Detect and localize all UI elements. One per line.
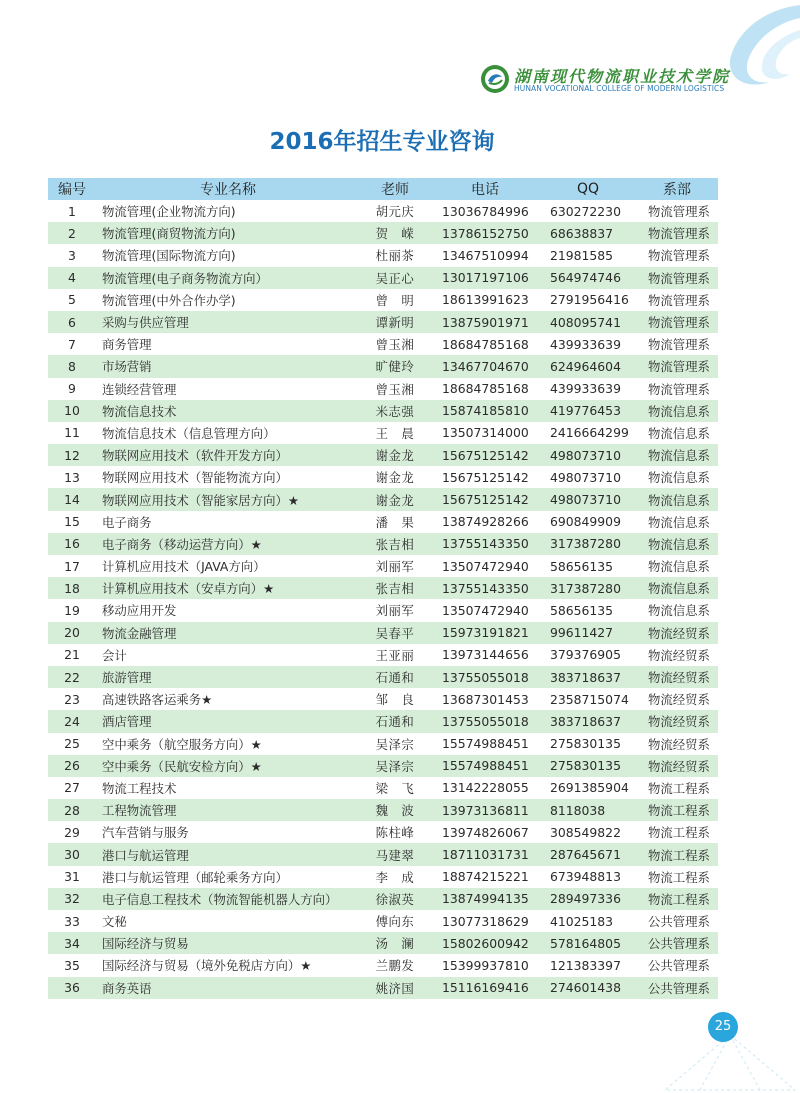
department-name: 物流管理系: [636, 222, 718, 244]
teacher-name: 贺 嵘: [360, 222, 430, 244]
row-number: 2: [48, 222, 96, 244]
qq-number: 2358715074: [540, 688, 636, 710]
teacher-name: 旷健玲: [360, 355, 430, 377]
row-number: 5: [48, 289, 96, 311]
phone-number: 13036784996: [430, 200, 540, 222]
row-number: 8: [48, 355, 96, 377]
qq-number: 274601438: [540, 977, 636, 999]
row-number: 31: [48, 866, 96, 888]
table-row: [48, 977, 718, 999]
qq-number: 2416664299: [540, 422, 636, 444]
table-row: [48, 866, 718, 888]
teacher-name: 张吉相: [360, 533, 430, 555]
phone-number: 18711031731: [430, 843, 540, 865]
qq-number: 41025183: [540, 910, 636, 932]
row-number: 11: [48, 422, 96, 444]
qq-number: 419776453: [540, 400, 636, 422]
table-row: [48, 400, 718, 422]
department-name: 物流工程系: [636, 888, 718, 910]
department-name: 物流信息系: [636, 511, 718, 533]
major-name: 高速铁路客运乘务★: [96, 688, 360, 710]
qq-number: 275830135: [540, 733, 636, 755]
department-name: 物流信息系: [636, 400, 718, 422]
table-row: [48, 777, 718, 799]
phone-number: 13875901971: [430, 311, 540, 333]
column-header-major: 专业名称: [96, 178, 360, 200]
table-row: [48, 910, 718, 932]
college-logo: [480, 62, 780, 98]
department-name: 物流管理系: [636, 267, 718, 289]
row-number: 22: [48, 666, 96, 688]
teacher-name: 石通和: [360, 710, 430, 732]
page-number-badge: 25: [708, 1012, 738, 1042]
table-row: [48, 333, 718, 355]
major-name: 空中乘务（航空服务方向）★: [96, 733, 360, 755]
qq-number: 624964604: [540, 355, 636, 377]
table-row: [48, 688, 718, 710]
phone-number: 13755143350: [430, 533, 540, 555]
qq-number: 690849909: [540, 511, 636, 533]
department-name: 物流管理系: [636, 289, 718, 311]
table-row: [48, 267, 718, 289]
college-emblem-icon: [480, 64, 510, 94]
phone-number: 13874994135: [430, 888, 540, 910]
teacher-name: 邹 良: [360, 688, 430, 710]
phone-number: 13467510994: [430, 244, 540, 266]
major-name: 计算机应用技术（JAVA方向）: [96, 555, 360, 577]
phone-number: 18684785168: [430, 378, 540, 400]
table-row: [48, 511, 718, 533]
qq-number: 2791956416: [540, 289, 636, 311]
phone-number: 13507314000: [430, 422, 540, 444]
major-name: 电子商务: [96, 511, 360, 533]
major-name: 旅游管理: [96, 666, 360, 688]
teacher-name: 吴正心: [360, 267, 430, 289]
table-row: [48, 755, 718, 777]
department-name: 公共管理系: [636, 910, 718, 932]
qq-number: 308549822: [540, 821, 636, 843]
table-header-row: [48, 178, 718, 200]
phone-number: 15802600942: [430, 932, 540, 954]
major-name: 商务管理: [96, 333, 360, 355]
major-name: 会计: [96, 644, 360, 666]
major-name: 连锁经营管理: [96, 378, 360, 400]
major-name: 国际经济与贸易: [96, 932, 360, 954]
major-name: 物流工程技术: [96, 777, 360, 799]
department-name: 物流工程系: [636, 866, 718, 888]
teacher-name: 米志强: [360, 400, 430, 422]
table-row: [48, 666, 718, 688]
qq-number: 439933639: [540, 378, 636, 400]
teacher-name: 张吉相: [360, 577, 430, 599]
teacher-name: 吴春平: [360, 622, 430, 644]
row-number: 32: [48, 888, 96, 910]
teacher-name: 胡元庆: [360, 200, 430, 222]
phone-number: 15874185810: [430, 400, 540, 422]
row-number: 35: [48, 954, 96, 976]
row-number: 34: [48, 932, 96, 954]
qq-number: 2691385904: [540, 777, 636, 799]
major-name: 国际经济与贸易（境外免税店方向）★: [96, 954, 360, 976]
row-number: 12: [48, 444, 96, 466]
qq-number: 564974746: [540, 267, 636, 289]
phone-number: 13974826067: [430, 821, 540, 843]
phone-number: 13507472940: [430, 599, 540, 621]
row-number: 9: [48, 378, 96, 400]
row-number: 14: [48, 488, 96, 510]
department-name: 物流经贸系: [636, 688, 718, 710]
department-name: 物流管理系: [636, 333, 718, 355]
teacher-name: 汤 澜: [360, 932, 430, 954]
row-number: 29: [48, 821, 96, 843]
major-name: 采购与供应管理: [96, 311, 360, 333]
table-row: [48, 289, 718, 311]
column-header-teacher: 老师: [360, 178, 430, 200]
column-header-qq: QQ: [540, 178, 636, 200]
phone-number: 13467704670: [430, 355, 540, 377]
table-row: [48, 821, 718, 843]
department-name: 物流信息系: [636, 599, 718, 621]
department-name: 物流信息系: [636, 555, 718, 577]
major-name: 物流信息技术: [96, 400, 360, 422]
row-number: 36: [48, 977, 96, 999]
page-title: 2016年招生专业咨询: [269, 129, 495, 155]
teacher-name: 徐淑英: [360, 888, 430, 910]
row-number: 19: [48, 599, 96, 621]
qq-number: 287645671: [540, 843, 636, 865]
row-number: 4: [48, 267, 96, 289]
department-name: 物流管理系: [636, 200, 718, 222]
teacher-name: 谢金龙: [360, 488, 430, 510]
major-name: 移动应用开发: [96, 599, 360, 621]
major-name: 物流金融管理: [96, 622, 360, 644]
qq-number: 99611427: [540, 622, 636, 644]
row-number: 10: [48, 400, 96, 422]
table-row: [48, 378, 718, 400]
department-name: 物流工程系: [636, 777, 718, 799]
table-row: [48, 644, 718, 666]
table-row: [48, 599, 718, 621]
table-row: [48, 622, 718, 644]
department-name: 物流工程系: [636, 799, 718, 821]
row-number: 17: [48, 555, 96, 577]
phone-number: 18613991623: [430, 289, 540, 311]
qq-number: 275830135: [540, 755, 636, 777]
department-name: 物流管理系: [636, 378, 718, 400]
teacher-name: 傅向东: [360, 910, 430, 932]
department-name: 物流工程系: [636, 821, 718, 843]
qq-number: 439933639: [540, 333, 636, 355]
major-name: 汽车营销与服务: [96, 821, 360, 843]
phone-number: 13687301453: [430, 688, 540, 710]
major-name: 物联网应用技术（软件开发方向）: [96, 444, 360, 466]
teacher-name: 梁 飞: [360, 777, 430, 799]
department-name: 公共管理系: [636, 932, 718, 954]
qq-number: 408095741: [540, 311, 636, 333]
teacher-name: 曾 明: [360, 289, 430, 311]
major-name: 电子信息工程技术（物流智能机器人方向）: [96, 888, 360, 910]
teacher-name: 刘丽军: [360, 599, 430, 621]
phone-number: 15574988451: [430, 755, 540, 777]
phone-number: 13973136811: [430, 799, 540, 821]
table-row: [48, 954, 718, 976]
department-name: 物流经贸系: [636, 755, 718, 777]
teacher-name: 谢金龙: [360, 444, 430, 466]
qq-number: 630272230: [540, 200, 636, 222]
phone-number: 18684785168: [430, 333, 540, 355]
qq-number: 498073710: [540, 488, 636, 510]
major-name: 港口与航运管理（邮轮乘务方向）: [96, 866, 360, 888]
teacher-name: 魏 波: [360, 799, 430, 821]
table-row: [48, 888, 718, 910]
major-name: 物流管理(企业物流方向): [96, 200, 360, 222]
department-name: 物流管理系: [636, 355, 718, 377]
major-name: 酒店管理: [96, 710, 360, 732]
table-row: [48, 488, 718, 510]
teacher-name: 刘丽军: [360, 555, 430, 577]
column-header-department: 系部: [636, 178, 718, 200]
table-row: [48, 444, 718, 466]
qq-number: 383718637: [540, 710, 636, 732]
qq-number: 58656135: [540, 555, 636, 577]
major-name: 计算机应用技术（安卓方向）★: [96, 577, 360, 599]
row-number: 7: [48, 333, 96, 355]
phone-number: 15675125142: [430, 488, 540, 510]
qq-number: 498073710: [540, 444, 636, 466]
row-number: 28: [48, 799, 96, 821]
qq-number: 673948813: [540, 866, 636, 888]
department-name: 物流信息系: [636, 488, 718, 510]
teacher-name: 曾玉湘: [360, 333, 430, 355]
phone-number: 13017197106: [430, 267, 540, 289]
major-name: 港口与航运管理: [96, 843, 360, 865]
row-number: 21: [48, 644, 96, 666]
department-name: 物流经贸系: [636, 622, 718, 644]
teacher-name: 兰鹏发: [360, 954, 430, 976]
teacher-name: 杜丽茶: [360, 244, 430, 266]
phone-number: 15116169416: [430, 977, 540, 999]
row-number: 26: [48, 755, 96, 777]
phone-number: 13142228055: [430, 777, 540, 799]
teacher-name: 曾玉湘: [360, 378, 430, 400]
major-name: 商务英语: [96, 977, 360, 999]
department-name: 物流经贸系: [636, 710, 718, 732]
table-row: [48, 422, 718, 444]
teacher-name: 陈柱峰: [360, 821, 430, 843]
row-number: 3: [48, 244, 96, 266]
phone-number: 13755143350: [430, 577, 540, 599]
department-name: 公共管理系: [636, 954, 718, 976]
major-name: 物流管理(国际物流方向): [96, 244, 360, 266]
teacher-name: 谭新明: [360, 311, 430, 333]
teacher-name: 王亚丽: [360, 644, 430, 666]
teacher-name: 李 成: [360, 866, 430, 888]
major-name: 电子商务（移动运营方向）★: [96, 533, 360, 555]
table-row: [48, 555, 718, 577]
qq-number: 8118038: [540, 799, 636, 821]
row-number: 15: [48, 511, 96, 533]
major-name: 物联网应用技术（智能家居方向）★: [96, 488, 360, 510]
major-name: 物流信息技术（信息管理方向）: [96, 422, 360, 444]
department-name: 物流管理系: [636, 244, 718, 266]
qq-number: 289497336: [540, 888, 636, 910]
table-row: [48, 244, 718, 266]
department-name: 公共管理系: [636, 977, 718, 999]
row-number: 25: [48, 733, 96, 755]
department-name: 物流管理系: [636, 311, 718, 333]
teacher-name: 潘 果: [360, 511, 430, 533]
college-name-en: HUNAN VOCATIONAL COLLEGE OF MODERN LOGISTICS: [514, 84, 725, 93]
phone-number: 18874215221: [430, 866, 540, 888]
table-row: [48, 355, 718, 377]
table-row: [48, 200, 718, 222]
row-number: 1: [48, 200, 96, 222]
teacher-name: 吴泽宗: [360, 755, 430, 777]
table-row: [48, 533, 718, 555]
department-name: 物流信息系: [636, 533, 718, 555]
table-row: [48, 733, 718, 755]
phone-number: 13755055018: [430, 666, 540, 688]
department-name: 物流经贸系: [636, 733, 718, 755]
qq-number: 58656135: [540, 599, 636, 621]
department-name: 物流工程系: [636, 843, 718, 865]
phone-number: 13077318629: [430, 910, 540, 932]
major-name: 文秘: [96, 910, 360, 932]
department-name: 物流信息系: [636, 444, 718, 466]
phone-number: 15399937810: [430, 954, 540, 976]
table-row: [48, 932, 718, 954]
enrollment-consultation-table: [48, 178, 718, 999]
qq-number: 21981585: [540, 244, 636, 266]
phone-number: 13786152750: [430, 222, 540, 244]
table-row: [48, 222, 718, 244]
phone-number: 15973191821: [430, 622, 540, 644]
department-name: 物流信息系: [636, 577, 718, 599]
department-name: 物流经贸系: [636, 644, 718, 666]
row-number: 16: [48, 533, 96, 555]
teacher-name: 石通和: [360, 666, 430, 688]
table-row: [48, 311, 718, 333]
college-name-cn: 湖南现代物流职业技术学院: [514, 67, 731, 86]
row-number: 13: [48, 466, 96, 488]
phone-number: 15574988451: [430, 733, 540, 755]
table-body: [48, 200, 718, 999]
qq-number: 379376905: [540, 644, 636, 666]
phone-number: 13973144656: [430, 644, 540, 666]
qq-number: 383718637: [540, 666, 636, 688]
phone-number: 13755055018: [430, 710, 540, 732]
teacher-name: 吴泽宗: [360, 733, 430, 755]
phone-number: 15675125142: [430, 466, 540, 488]
column-header-phone: 电话: [430, 178, 540, 200]
row-number: 23: [48, 688, 96, 710]
row-number: 27: [48, 777, 96, 799]
phone-number: 13507472940: [430, 555, 540, 577]
table-row: [48, 577, 718, 599]
row-number: 33: [48, 910, 96, 932]
table-row: [48, 799, 718, 821]
table-row: [48, 710, 718, 732]
department-name: 物流信息系: [636, 466, 718, 488]
major-name: 市场营销: [96, 355, 360, 377]
column-header-number: 编号: [48, 178, 96, 200]
major-name: 物联网应用技术（智能物流方向）: [96, 466, 360, 488]
qq-number: 578164805: [540, 932, 636, 954]
row-number: 30: [48, 843, 96, 865]
teacher-name: 马建翠: [360, 843, 430, 865]
table-row: [48, 466, 718, 488]
major-name: 工程物流管理: [96, 799, 360, 821]
qq-number: 317387280: [540, 533, 636, 555]
teacher-name: 王 晨: [360, 422, 430, 444]
qq-number: 498073710: [540, 466, 636, 488]
table-row: [48, 843, 718, 865]
major-name: 物流管理(电子商务物流方向）: [96, 267, 360, 289]
row-number: 20: [48, 622, 96, 644]
major-name: 物流管理(中外合作办学): [96, 289, 360, 311]
phone-number: 15675125142: [430, 444, 540, 466]
major-name: 物流管理(商贸物流方向): [96, 222, 360, 244]
row-number: 18: [48, 577, 96, 599]
teacher-name: 谢金龙: [360, 466, 430, 488]
department-name: 物流经贸系: [636, 666, 718, 688]
qq-number: 317387280: [540, 577, 636, 599]
department-name: 物流信息系: [636, 422, 718, 444]
row-number: 6: [48, 311, 96, 333]
major-name: 空中乘务（民航安检方向）★: [96, 755, 360, 777]
qq-number: 121383397: [540, 954, 636, 976]
qq-number: 68638837: [540, 222, 636, 244]
phone-number: 13874928266: [430, 511, 540, 533]
row-number: 24: [48, 710, 96, 732]
teacher-name: 姚济国: [360, 977, 430, 999]
